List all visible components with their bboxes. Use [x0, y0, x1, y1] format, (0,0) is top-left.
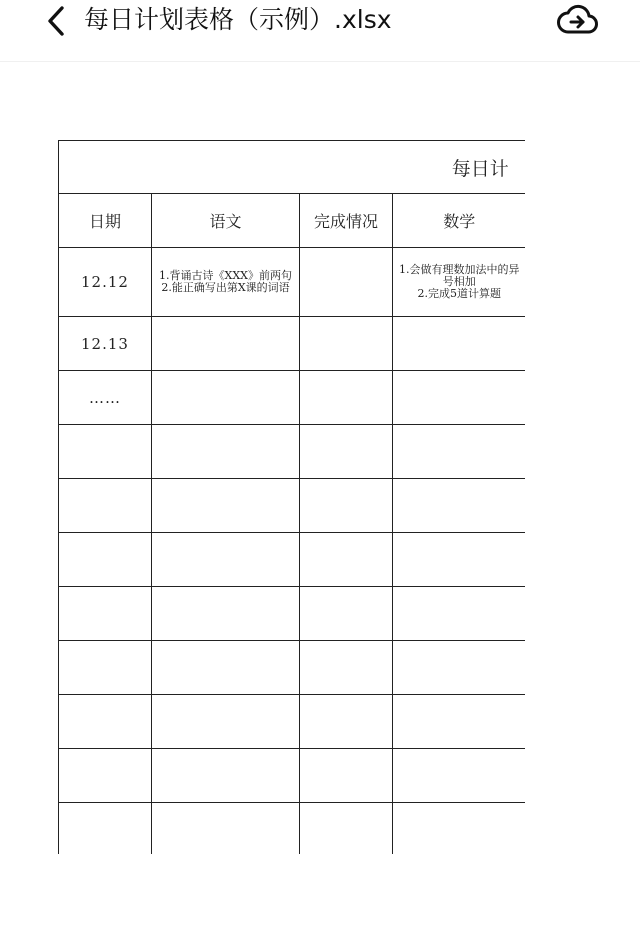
file-title: 每日计划表格（示例）.xlsx: [84, 5, 392, 34]
table-row: [59, 641, 526, 695]
title-row: [59, 141, 526, 194]
chevron-left-icon: [45, 5, 67, 37]
table-row: [59, 749, 526, 803]
status-cell[interactable]: [300, 803, 393, 855]
status-cell[interactable]: [300, 533, 393, 587]
chinese-task-cell[interactable]: [152, 695, 300, 749]
math-task-cell[interactable]: [393, 425, 526, 479]
chinese-task-cell[interactable]: [152, 641, 300, 695]
table-row: [59, 425, 526, 479]
top-bar: [0, 0, 640, 62]
date-cell[interactable]: [59, 641, 152, 695]
status-cell[interactable]: [300, 317, 393, 371]
column-header-date[interactable]: 日期: [59, 194, 152, 248]
math-task-cell[interactable]: [393, 803, 526, 855]
math-task-cell[interactable]: [393, 587, 526, 641]
chinese-task-cell[interactable]: [152, 533, 300, 587]
sheet-title: 每日计: [451, 157, 509, 180]
table-row: [59, 803, 526, 855]
date-cell[interactable]: [59, 695, 152, 749]
status-cell[interactable]: [300, 371, 393, 425]
table-row: [59, 587, 526, 641]
column-header-chinese[interactable]: 语文: [152, 194, 300, 248]
table-row: [59, 479, 526, 533]
chinese-task-cell[interactable]: [152, 317, 300, 371]
chinese-task-cell[interactable]: [152, 248, 300, 317]
date-cell[interactable]: [59, 749, 152, 803]
math-task-cell[interactable]: [393, 533, 526, 587]
status-cell[interactable]: [300, 749, 393, 803]
column-header-status[interactable]: 完成情况: [300, 194, 393, 248]
math-task-cell[interactable]: [393, 749, 526, 803]
back-button[interactable]: [40, 4, 72, 38]
task-line: 2.能正确写出第X课的词语: [161, 281, 290, 294]
task-line: 1.背诵古诗《XXX》前两句: [159, 269, 292, 282]
status-cell[interactable]: [300, 587, 393, 641]
date-cell[interactable]: ……: [59, 371, 152, 425]
chinese-task-cell[interactable]: [152, 587, 300, 641]
header-row: [59, 194, 526, 248]
date-cell[interactable]: 12.13: [59, 317, 152, 371]
math-task-cell[interactable]: [393, 641, 526, 695]
status-cell[interactable]: [300, 425, 393, 479]
date-cell[interactable]: 12.12: [59, 248, 152, 317]
table-row: [59, 533, 526, 587]
math-task-cell[interactable]: [393, 248, 526, 317]
math-task-cell[interactable]: [393, 317, 526, 371]
chinese-task-cell[interactable]: [152, 425, 300, 479]
cloud-upload-button[interactable]: [557, 3, 599, 37]
table-row: [59, 317, 526, 371]
cloud-upload-icon: [557, 3, 599, 37]
column-header-math[interactable]: 数学: [393, 194, 526, 248]
table-row: [59, 371, 526, 425]
status-cell[interactable]: [300, 248, 393, 317]
date-cell[interactable]: [59, 479, 152, 533]
math-task-cell[interactable]: [393, 371, 526, 425]
status-cell[interactable]: [300, 695, 393, 749]
task-line: 1.会做有理数加法中的异号相加: [399, 263, 520, 288]
math-task-cell[interactable]: [393, 479, 526, 533]
date-cell[interactable]: [59, 587, 152, 641]
date-cell[interactable]: [59, 533, 152, 587]
table-row: [59, 695, 526, 749]
math-task-cell[interactable]: [393, 695, 526, 749]
status-cell[interactable]: [300, 641, 393, 695]
spreadsheet-view[interactable]: [58, 140, 525, 854]
task-line: 2.完成5道计算题: [417, 287, 501, 300]
chinese-task-cell[interactable]: [152, 803, 300, 855]
plan-table: [58, 140, 525, 854]
chinese-task-cell[interactable]: [152, 479, 300, 533]
date-cell[interactable]: [59, 803, 152, 855]
status-cell[interactable]: [300, 479, 393, 533]
date-cell[interactable]: [59, 425, 152, 479]
chinese-task-cell[interactable]: [152, 749, 300, 803]
sheet-title-cell[interactable]: [59, 141, 526, 194]
table-row: [59, 248, 526, 317]
chinese-task-cell[interactable]: [152, 371, 300, 425]
